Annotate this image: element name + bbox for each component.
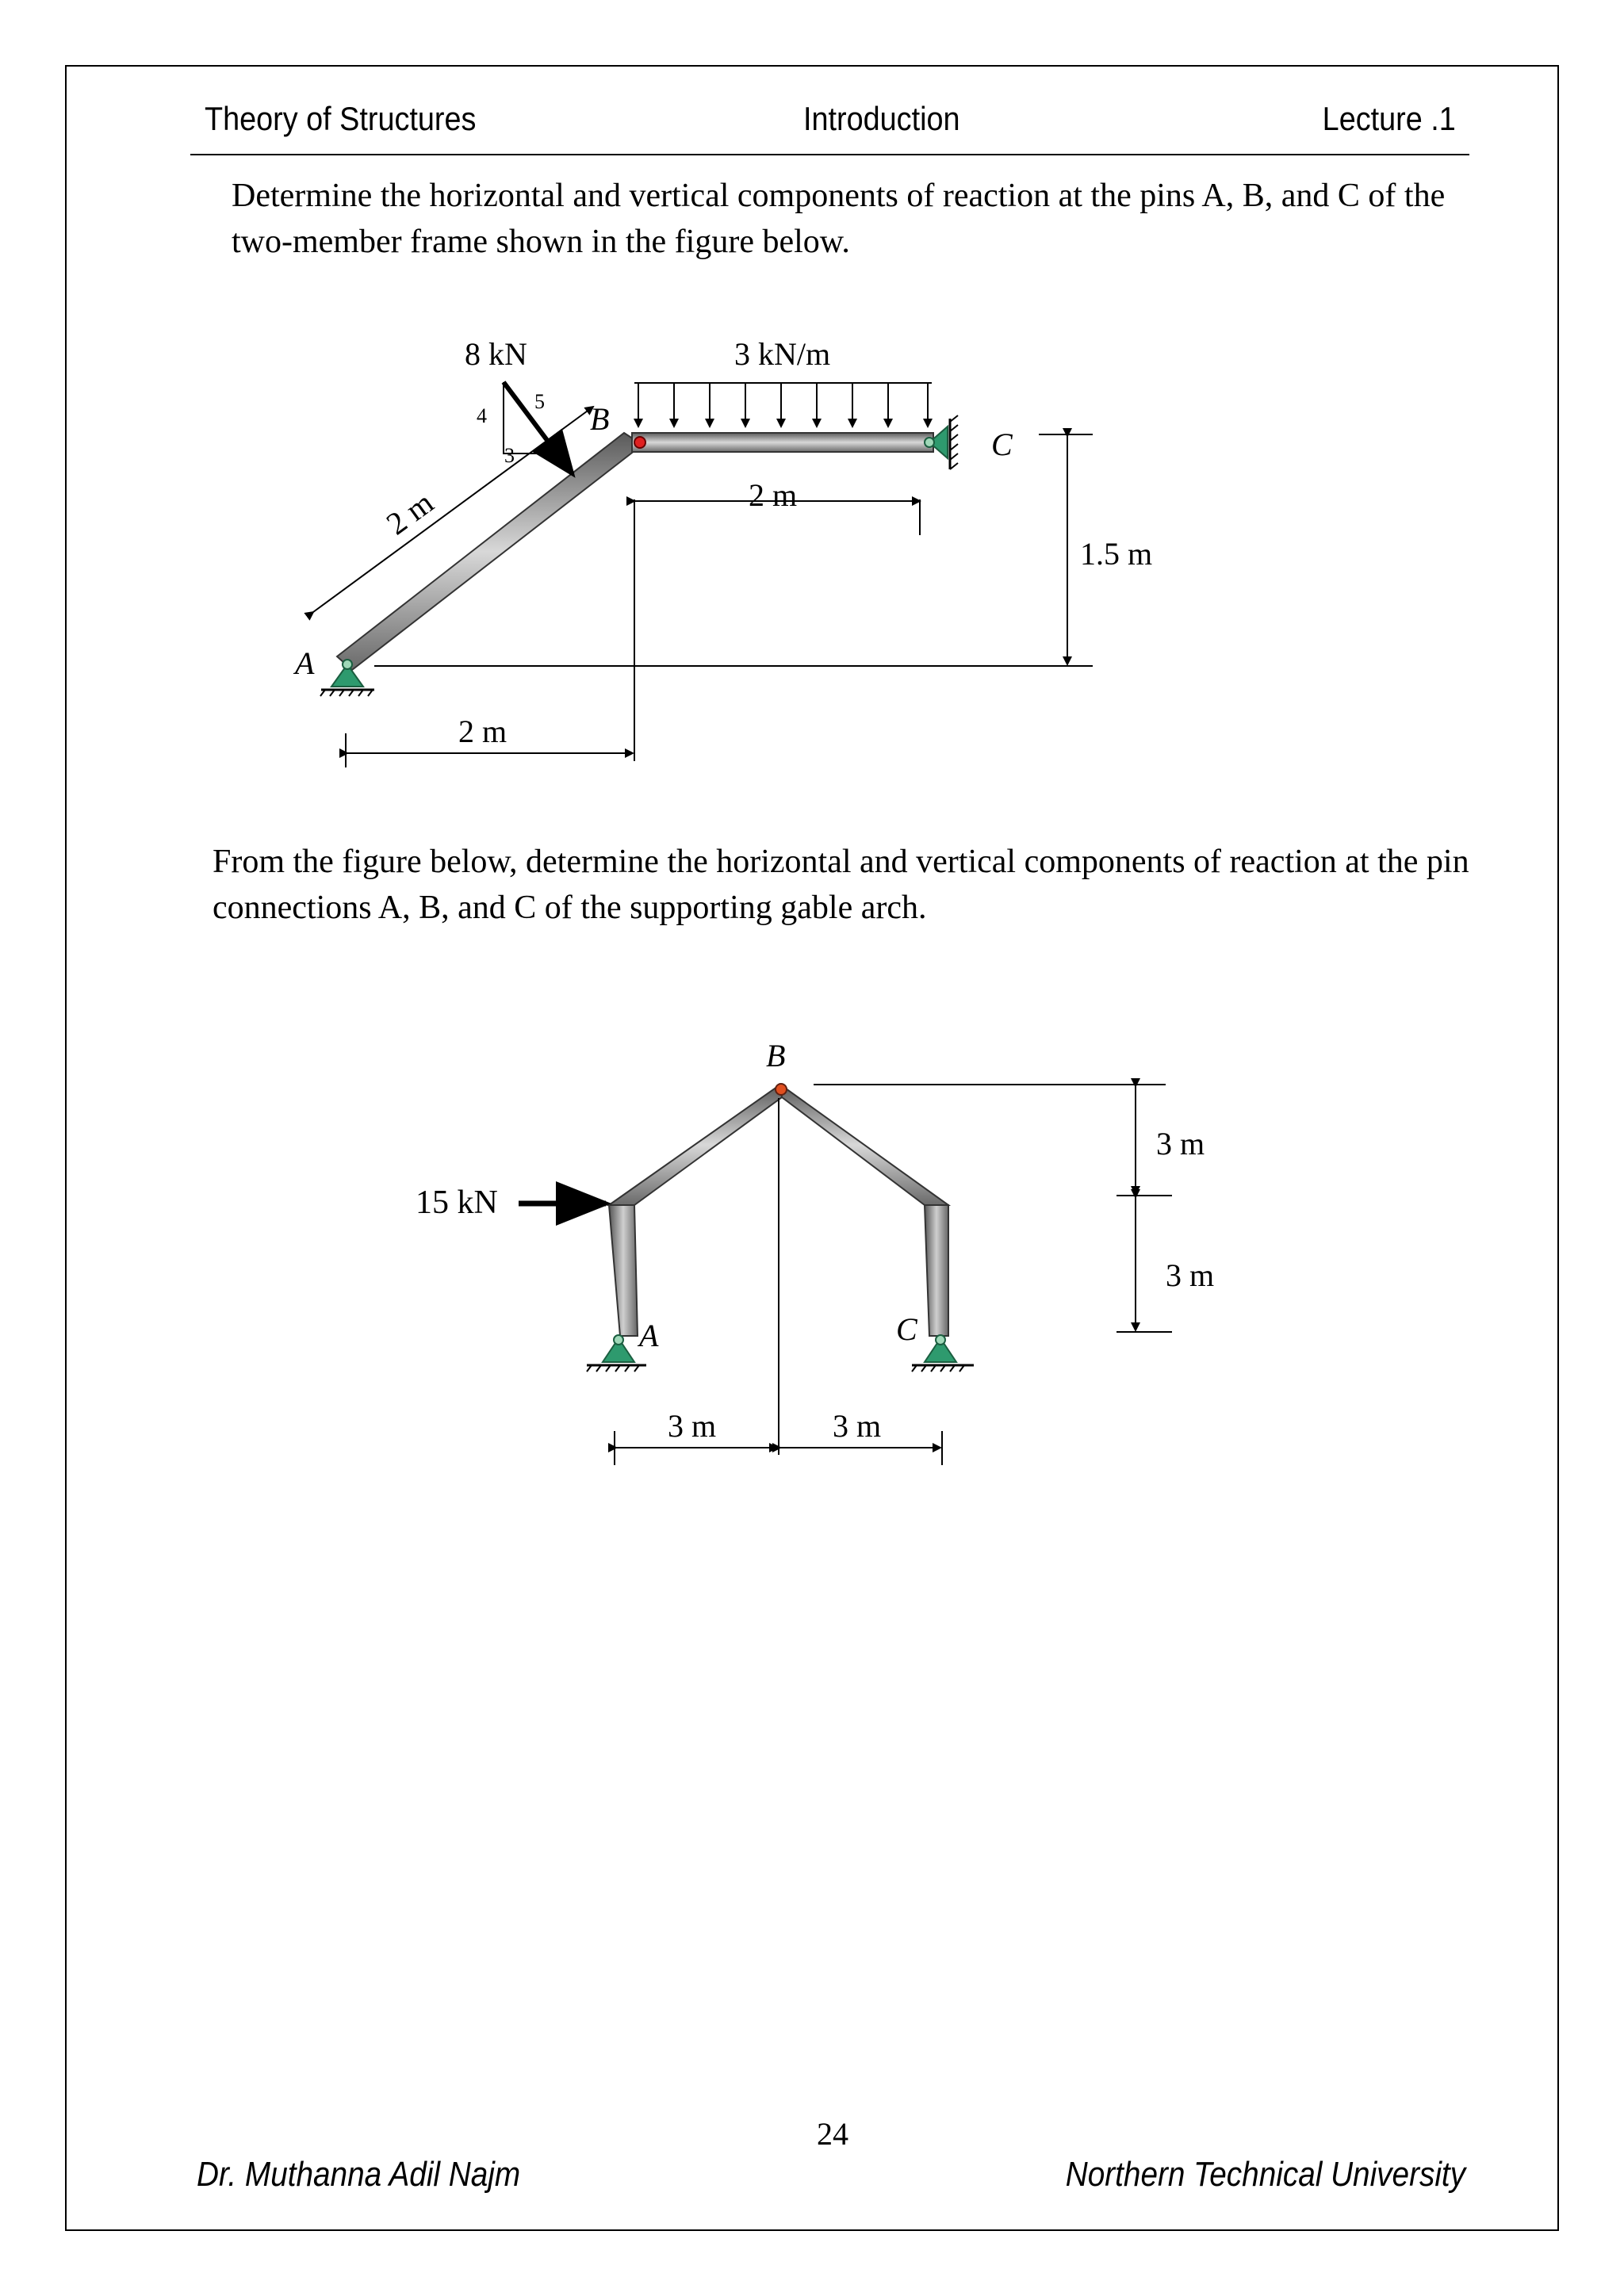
dim-lower-label: 3 m: [1166, 1257, 1215, 1293]
pin-b: [634, 437, 645, 448]
label-b1: B: [590, 401, 610, 437]
problem1-text: Determine the horizontal and vertical components of reaction at the pins A, B, and C of the two-member frame shown in the figure below.: [232, 178, 1446, 260]
label-a2: A: [639, 1318, 659, 1353]
support-c2: [912, 1335, 974, 1372]
right-rafter: [780, 1085, 948, 1205]
header-chapter: Introduction: [803, 100, 960, 137]
left-column: [609, 1205, 638, 1336]
support-c: [925, 415, 958, 469]
footer-institution: Northern Technical University: [1065, 2155, 1465, 2194]
label-8kn: 8 kN: [465, 336, 527, 372]
dim-top-label: 2 m: [749, 477, 798, 513]
distributed-load: [634, 383, 932, 427]
support-a2: [587, 1335, 646, 1372]
label-a1: A: [295, 645, 315, 681]
header-course-title: Theory of Structures: [205, 100, 477, 137]
problem2-text: From the figure below, determine the horizontal and vertical components of reaction at the pin connections A, B, and C of the supporting gable arch.: [213, 844, 1469, 926]
left-rafter: [609, 1085, 782, 1205]
slope-5: 5: [534, 390, 545, 413]
header-lecture: Lecture .1: [1322, 100, 1456, 137]
slope-3: 3: [504, 444, 515, 467]
pin-b2: [776, 1084, 787, 1095]
figure1-frame: [293, 336, 1152, 767]
label-15kn: 15 kN: [416, 1184, 498, 1221]
label-c2: C: [896, 1311, 917, 1347]
footer-author: Dr. Muthanna Adil Najm: [197, 2155, 521, 2194]
support-a: [320, 660, 374, 696]
member-ab: [337, 433, 642, 670]
slope-4: 4: [477, 404, 487, 427]
dim-left-label: 3 m: [668, 1408, 717, 1444]
dim-bottom-label: 2 m: [458, 714, 508, 749]
dim-upper-label: 3 m: [1156, 1126, 1205, 1161]
page-number: 24: [817, 2116, 848, 2152]
right-column: [925, 1205, 948, 1336]
figure2-gable-arch: [416, 1038, 1214, 1465]
label-c1: C: [991, 427, 1013, 462]
dim-height-label: 1.5 m: [1080, 536, 1153, 572]
member-bc: [632, 433, 933, 452]
label-3knm: 3 kN/m: [734, 336, 831, 372]
dim-inclined-label: 2 m: [379, 484, 440, 542]
label-b2: B: [766, 1038, 786, 1073]
dim-right-label: 3 m: [833, 1408, 882, 1444]
